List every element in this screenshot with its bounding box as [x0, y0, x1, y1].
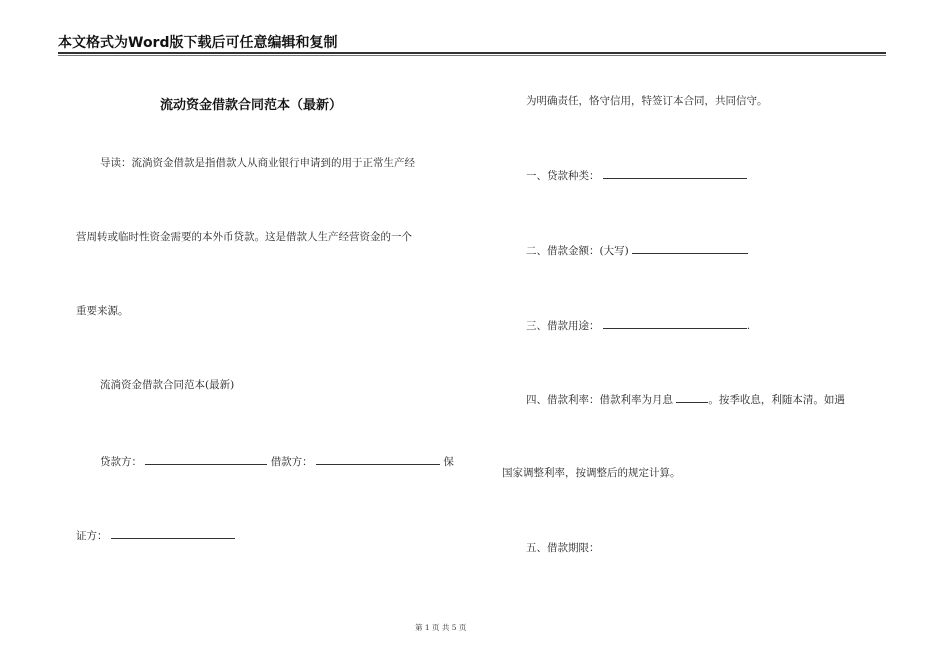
borrower-label: 借款方： — [270, 456, 313, 468]
lender-blank — [145, 454, 267, 465]
loan-purpose-end: . — [746, 320, 751, 332]
intro-line-1: 导读：流淌资金借款是指借款人从商业银行申请到的用于正常生产经 — [100, 157, 415, 169]
intro-line-3: 重要来源。 — [76, 305, 129, 317]
loan-amount-label: 二、借款金额：(大写) — [526, 245, 629, 257]
borrower-blank — [316, 454, 440, 465]
interest-rate-blank — [676, 392, 708, 403]
interest-rate-tail: 。按季收息，利随本清。如遇 — [708, 394, 845, 406]
guarantor-line — [76, 528, 235, 543]
guarantor-label-end: 证方： — [76, 530, 108, 542]
party-line — [100, 454, 454, 469]
guarantor-label-start: 保 — [443, 456, 454, 468]
lender-label: 贷款方： — [100, 456, 142, 468]
guarantor-blank — [111, 528, 235, 539]
loan-purpose-label: 三、借款用途： — [526, 320, 600, 332]
header-rule-thick — [58, 52, 886, 54]
item-interest-rate — [526, 392, 845, 407]
purpose-line: 为明确责任，恪守信用，特签订本合同，共同信守。 — [526, 95, 768, 107]
item-loan-purpose — [526, 318, 750, 333]
loan-type-blank — [603, 168, 747, 179]
item-loan-type — [526, 168, 747, 183]
loan-type-label: 一、贷款种类： — [526, 170, 600, 182]
loan-purpose-blank — [603, 318, 747, 329]
document-header: 本文格式为Word版下载后可任意编辑和复制 — [58, 35, 338, 51]
contract-subtitle: 流淌资金借款合同范本(最新) — [100, 379, 235, 391]
intro-line-2: 营周转或临时性资金需要的本外币贷款。这是借款人生产经营资金的一个 — [76, 231, 412, 243]
interest-rate-continuation: 国家调整利率，按调整后的规定计算。 — [502, 467, 681, 479]
interest-rate-label: 四、借款利率：借款利率为月息 — [526, 394, 673, 406]
page-footer: 第 1 页 共 5 页 — [415, 623, 467, 632]
item-loan-term: 五、借款期限： — [526, 542, 600, 554]
header-rule-thin — [58, 55, 886, 56]
loan-amount-blank — [632, 243, 748, 254]
document-title: 流动资金借款合同范本（最新） — [160, 98, 343, 113]
item-loan-amount — [526, 243, 748, 258]
